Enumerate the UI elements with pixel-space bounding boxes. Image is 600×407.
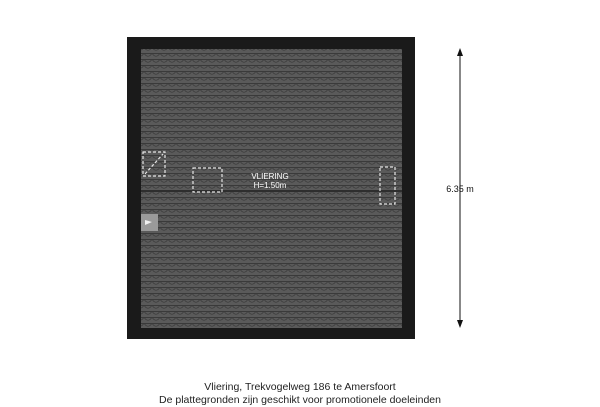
plan-title: Vliering, Trekvogelweg 186 te Amersfoort — [204, 381, 396, 393]
plan-disclaimer: De plattegronden zijn geschikt voor promotionele doeleinden — [159, 394, 441, 406]
room-name: VLIERING — [251, 172, 289, 181]
room-height: H=1.50m — [253, 181, 287, 190]
stair-arrow-icon — [141, 214, 158, 231]
depth-dimension-label: 6.35 m — [446, 184, 474, 194]
